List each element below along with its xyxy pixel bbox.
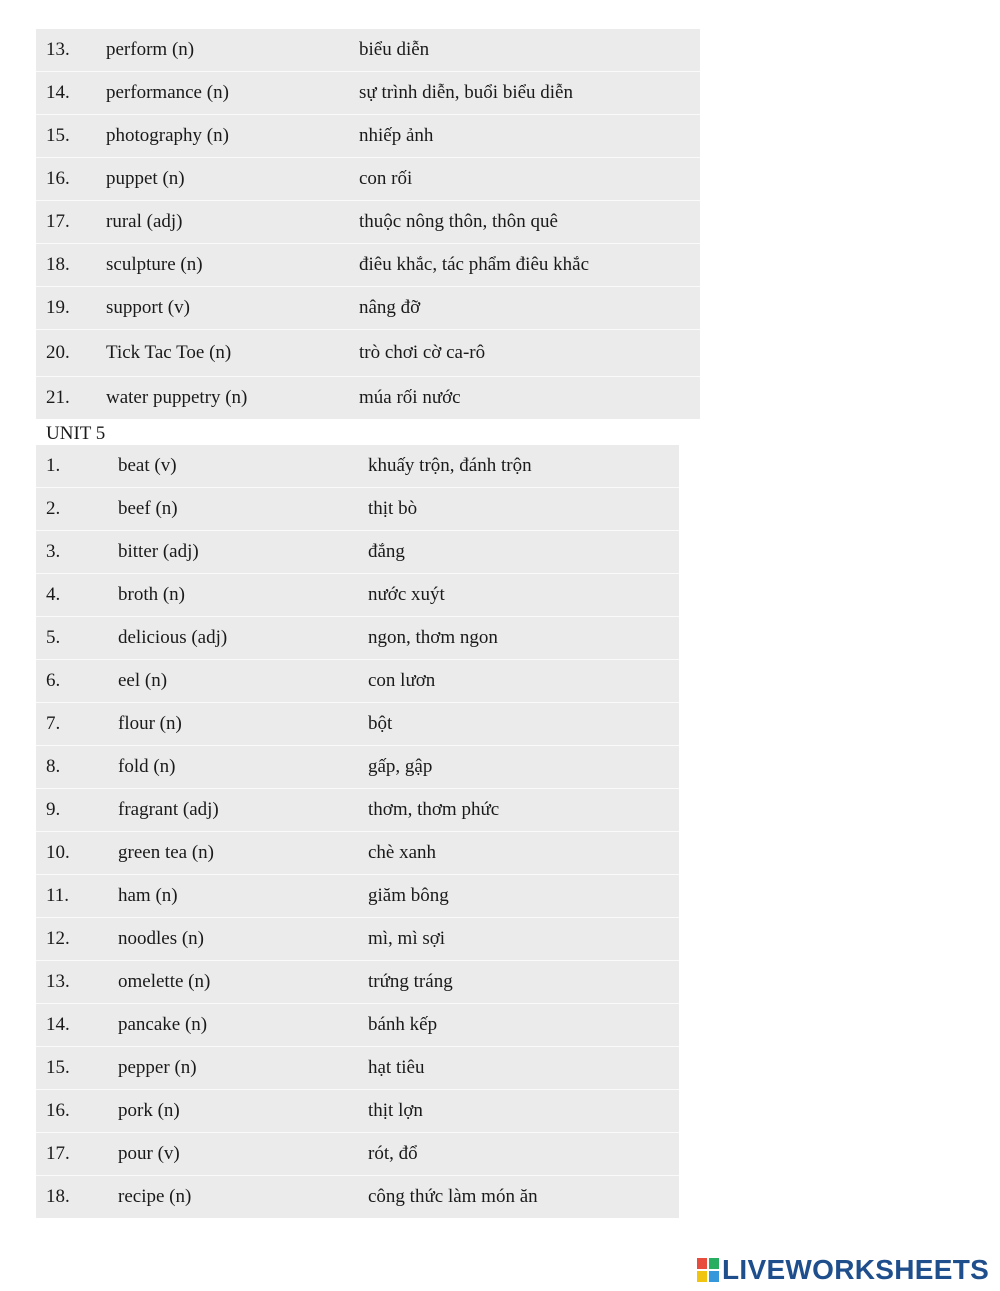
vocab-word: omelette (n): [118, 971, 211, 992]
vocab-meaning: trứng tráng: [368, 971, 453, 992]
vocab-row: [36, 158, 700, 201]
vocab-row: [36, 377, 700, 419]
vocab-word: green tea (n): [118, 842, 214, 863]
vocab-row: [36, 1133, 679, 1176]
vocab-meaning: thuộc nông thôn, thôn quê: [359, 211, 558, 232]
vocab-word: pork (n): [118, 1100, 180, 1121]
vocab-row: [36, 287, 700, 330]
vocab-word: fragrant (adj): [118, 799, 219, 820]
vocab-row: [36, 1047, 679, 1090]
vocab-row: [36, 1090, 679, 1133]
row-number: 17.: [46, 1143, 70, 1164]
vocab-row: [36, 1176, 679, 1218]
vocab-word: water puppetry (n): [106, 387, 248, 408]
vocab-word: sculpture (n): [106, 254, 203, 275]
vocab-row: [36, 617, 679, 660]
vocab-row: [36, 918, 679, 961]
vocab-meaning: múa rối nước: [359, 387, 461, 408]
vocab-meaning: nước xuýt: [368, 584, 445, 605]
row-number: 19.: [46, 297, 70, 318]
vocab-meaning: ngon, thơm ngon: [368, 627, 498, 648]
row-number: 1.: [46, 455, 61, 476]
vocab-meaning: trò chơi cờ ca-rô: [359, 342, 486, 363]
vocab-word: pepper (n): [118, 1057, 197, 1078]
row-number: 5.: [46, 627, 61, 648]
vocab-row: [36, 201, 700, 244]
row-number: 15.: [46, 125, 70, 146]
vocab-word: support (v): [106, 297, 190, 318]
vocab-row: [36, 531, 679, 574]
row-number: 16.: [46, 168, 70, 189]
vocab-row: [36, 115, 700, 158]
vocab-row: [36, 660, 679, 703]
row-number: 20.: [46, 342, 70, 363]
row-number: 14.: [46, 1014, 70, 1035]
logo-text: LIVEWORKSHEETS: [722, 1254, 990, 1285]
vocab-word: eel (n): [118, 670, 168, 691]
vocab-meaning: đắng: [368, 541, 405, 562]
vocab-row: [36, 29, 700, 72]
vocab-word: noodles (n): [118, 928, 205, 949]
vocab-row: [36, 789, 679, 832]
vocab-meaning: con lươn: [368, 670, 436, 691]
row-number: 10.: [46, 842, 70, 863]
vocab-row: [36, 875, 679, 918]
logo-block-icon: [709, 1271, 719, 1282]
vocab-row: [36, 330, 700, 377]
vocab-meaning: mì, mì sợi: [368, 928, 446, 949]
vocab-meaning: bánh kếp: [368, 1014, 438, 1035]
vocab-meaning: bột: [368, 713, 393, 734]
row-number: 11.: [46, 885, 70, 906]
vocab-word: bitter (adj): [118, 541, 199, 562]
vocab-meaning: gấp, gập: [368, 756, 433, 777]
row-number: 7.: [46, 713, 61, 734]
vocabulary-table-unit4: [36, 29, 700, 419]
vocab-word: delicious (adj): [118, 627, 228, 648]
vocab-meaning: thịt lợn: [368, 1100, 423, 1121]
vocab-meaning: thịt bò: [368, 498, 418, 519]
vocab-meaning: thơm, thơm phức: [368, 799, 500, 820]
vocab-row: [36, 703, 679, 746]
vocab-word: beat (v): [118, 455, 177, 476]
vocab-word: Tick Tac Toe (n): [106, 342, 232, 363]
row-number: 21.: [46, 387, 70, 408]
vocab-row: [36, 574, 679, 617]
vocab-word: beef (n): [118, 498, 178, 519]
vocab-row: [36, 244, 700, 287]
vocab-word: broth (n): [118, 584, 186, 605]
row-number: 12.: [46, 928, 70, 949]
liveworksheets-logo: [697, 1253, 989, 1287]
vocab-word: pour (v): [118, 1143, 180, 1164]
row-number: 9.: [46, 799, 61, 820]
vocab-word: rural (adj): [106, 211, 183, 232]
vocab-meaning: rót, đổ: [368, 1143, 418, 1164]
vocab-row: [36, 445, 679, 488]
row-number: 17.: [46, 211, 70, 232]
vocab-word: puppet (n): [106, 168, 185, 189]
vocab-row: [36, 746, 679, 789]
vocab-meaning: chè xanh: [368, 842, 437, 863]
vocabulary-table-unit5: [36, 445, 679, 1218]
vocab-meaning: công thức làm món ăn: [368, 1186, 538, 1207]
logo-block-icon: [697, 1271, 707, 1282]
vocab-row: [36, 961, 679, 1004]
vocab-word: recipe (n): [118, 1186, 192, 1207]
row-number: 13.: [46, 39, 70, 60]
vocab-meaning: biểu diễn: [359, 39, 430, 60]
vocab-meaning: điêu khắc, tác phẩm điêu khắc: [359, 254, 590, 275]
vocab-word: fold (n): [118, 756, 176, 777]
vocab-row: [36, 72, 700, 115]
vocab-word: flour (n): [118, 713, 182, 734]
vocab-meaning: nâng đỡ: [359, 297, 421, 318]
row-number: 2.: [46, 498, 61, 519]
vocab-word: ham (n): [118, 885, 178, 906]
row-number: 6.: [46, 670, 61, 691]
vocab-meaning: khuấy trộn, đánh trộn: [368, 455, 532, 476]
row-number: 3.: [46, 541, 61, 562]
vocab-meaning: nhiếp ảnh: [359, 125, 434, 146]
vocab-meaning: con rối: [359, 168, 413, 189]
logo-blocks-icon: [697, 1258, 719, 1282]
vocab-word: perform (n): [106, 39, 195, 60]
vocab-row: [36, 1004, 679, 1047]
vocab-word: performance (n): [106, 82, 229, 103]
vocab-meaning: sự trình diễn, buổi biểu diễn: [359, 82, 573, 103]
logo-block-icon: [709, 1258, 719, 1269]
vocab-row: [36, 488, 679, 531]
row-number: 13.: [46, 971, 70, 992]
unit-heading: UNIT 5: [46, 423, 106, 444]
row-number: 18.: [46, 254, 70, 275]
vocab-word: pancake (n): [118, 1014, 208, 1035]
vocab-meaning: giăm bông: [368, 885, 449, 906]
vocab-word: photography (n): [106, 125, 229, 146]
row-number: 14.: [46, 82, 70, 103]
row-number: 16.: [46, 1100, 70, 1121]
vocab-meaning: hạt tiêu: [368, 1057, 425, 1078]
row-number: 18.: [46, 1186, 70, 1207]
row-number: 4.: [46, 584, 61, 605]
row-number: 15.: [46, 1057, 70, 1078]
row-number: 8.: [46, 756, 61, 777]
vocab-row: [36, 832, 679, 875]
logo-block-icon: [697, 1258, 707, 1269]
